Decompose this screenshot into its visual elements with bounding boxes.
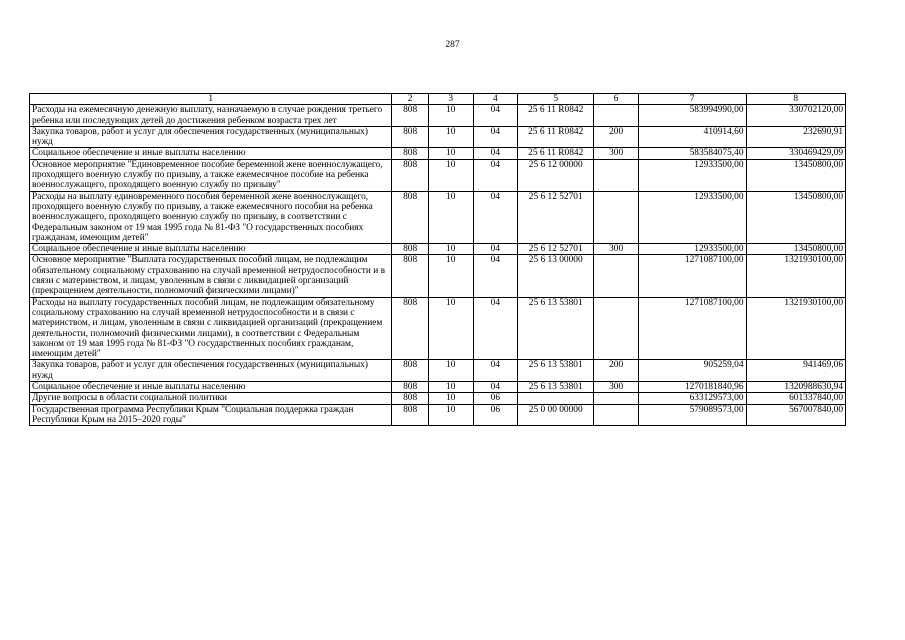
subsection-code-cell: 06 [473, 393, 518, 404]
section-code-cell: 10 [428, 105, 473, 127]
expense-type-cell [594, 191, 639, 243]
amount-year-2-cell: 1321930100,00 [746, 255, 845, 297]
amount-year-2-cell: 13450800,00 [746, 159, 845, 191]
ministry-code-cell: 808 [392, 148, 429, 159]
row-name-cell: Социальное обеспечение и иные выплаты населению [30, 148, 392, 159]
ministry-code-cell: 808 [392, 404, 429, 426]
subsection-code-cell: 04 [473, 126, 518, 148]
section-code-cell: 10 [428, 393, 473, 404]
table-row [30, 382, 846, 393]
expense-type-cell [594, 159, 639, 191]
subsection-code-cell: 04 [473, 297, 518, 360]
amount-year-2-cell: 601337840,00 [746, 393, 845, 404]
target-article-cell: 25 6 11 R0842 [518, 105, 594, 127]
table-row [30, 255, 846, 297]
column-header: 1 [30, 94, 392, 105]
target-article-cell: 25 6 13 00000 [518, 255, 594, 297]
amount-year-2-cell: 941469,06 [746, 360, 845, 382]
subsection-code-cell: 04 [473, 105, 518, 127]
table-row [30, 191, 846, 243]
amount-year-2-cell: 330469429,09 [746, 148, 845, 159]
expense-type-cell: 300 [594, 244, 639, 255]
subsection-code-cell: 04 [473, 191, 518, 243]
amount-year-2-cell: 13450800,00 [746, 191, 845, 243]
row-name-cell: Расходы на выплату единовременного пособия беременной жене военнослужащего, проходящего военную службу по призыву, а также ежемесячного пособия на ребенка военнослужащего, проходящего военную службу по призыву, в соответствии с Федеральным законом от 19 мая 1995 года № 81-ФЗ "О государственных пособиях гражданам, имеющим детей" [30, 191, 392, 243]
target-article-cell: 25 6 13 53801 [518, 297, 594, 360]
target-article-cell: 25 6 13 53801 [518, 382, 594, 393]
amount-year-2-cell: 232690,91 [746, 126, 845, 148]
ministry-code-cell: 808 [392, 360, 429, 382]
page-number: 287 [445, 40, 460, 50]
expense-type-cell [594, 255, 639, 297]
subsection-code-cell: 06 [473, 404, 518, 426]
section-code-cell: 10 [428, 126, 473, 148]
amount-year-2-cell: 13450800,00 [746, 244, 845, 255]
row-name-cell: Расходы на ежемесячную денежную выплату, назначаемую в случае рождения третьего ребенка или последующих детей до достижения ребенком возраста трех лет [30, 105, 392, 127]
table-row [30, 297, 846, 360]
table-row [30, 105, 846, 127]
amount-year-1-cell: 12933500,00 [638, 191, 746, 243]
expense-type-cell [594, 105, 639, 127]
ministry-code-cell: 808 [392, 382, 429, 393]
subsection-code-cell: 04 [473, 360, 518, 382]
row-name-cell: Другие вопросы в области социальной политики [30, 393, 392, 404]
section-code-cell: 10 [428, 297, 473, 360]
amount-year-1-cell: 1271087100,00 [638, 255, 746, 297]
section-code-cell: 10 [428, 404, 473, 426]
row-name-cell: Основное мероприятие "Выплата государственных пособий лицам, не подлежащим обязательному социальному страхованию на случай временной нетрудоспособности и в связи с материнством, и лицам, уволенным в связи с ликвидацией организаций (прекращением деятельности, полномочий физическими лицами)" [30, 255, 392, 297]
table-header-row [30, 94, 846, 105]
row-name-cell: Закупка товаров, работ и услуг для обеспечения государственных (муниципальных) нужд [30, 126, 392, 148]
row-name-cell: Основное мероприятие "Единовременное пособие беременной жене военнослужащего, проходящего военную службу по призыву, а также ежемесячное пособие на ребенка военнослужащего, проходящего военную службу по призыву" [30, 159, 392, 191]
table-row [30, 126, 846, 148]
amount-year-1-cell: 583584075,40 [638, 148, 746, 159]
target-article-cell: 25 6 12 00000 [518, 159, 594, 191]
expense-type-cell: 300 [594, 148, 639, 159]
row-name-cell: Государственная программа Республики Крым "Социальная поддержка граждан Республики Крым на 2015–2020 годы" [30, 404, 392, 426]
amount-year-2-cell: 330702120,00 [746, 105, 845, 127]
section-code-cell: 10 [428, 255, 473, 297]
ministry-code-cell: 808 [392, 244, 429, 255]
expense-type-cell [594, 404, 639, 426]
column-header: 4 [473, 94, 518, 105]
ministry-code-cell: 808 [392, 159, 429, 191]
table-body [30, 105, 846, 426]
table-row [30, 244, 846, 255]
table-row [30, 159, 846, 191]
target-article-cell: 25 6 13 53801 [518, 360, 594, 382]
ministry-code-cell: 808 [392, 126, 429, 148]
subsection-code-cell: 04 [473, 159, 518, 191]
amount-year-1-cell: 633129573,00 [638, 393, 746, 404]
table-row [30, 148, 846, 159]
target-article-cell: 25 6 12 52701 [518, 191, 594, 243]
target-article-cell: 25 6 11 R0842 [518, 126, 594, 148]
subsection-code-cell: 04 [473, 148, 518, 159]
section-code-cell: 10 [428, 360, 473, 382]
section-code-cell: 10 [428, 159, 473, 191]
amount-year-1-cell: 410914,60 [638, 126, 746, 148]
subsection-code-cell: 04 [473, 255, 518, 297]
subsection-code-cell: 04 [473, 244, 518, 255]
column-header: 3 [428, 94, 473, 105]
row-name-cell: Социальное обеспечение и иные выплаты населению [30, 382, 392, 393]
table-row [30, 404, 846, 426]
section-code-cell: 10 [428, 382, 473, 393]
table-row [30, 393, 846, 404]
ministry-code-cell: 808 [392, 297, 429, 360]
section-code-cell: 10 [428, 191, 473, 243]
amount-year-1-cell: 905259,04 [638, 360, 746, 382]
column-header: 5 [518, 94, 594, 105]
column-header: 6 [594, 94, 639, 105]
column-header: 8 [746, 94, 845, 105]
amount-year-2-cell: 1321930100,00 [746, 297, 845, 360]
expense-type-cell: 200 [594, 126, 639, 148]
amount-year-2-cell: 567007840,00 [746, 404, 845, 426]
target-article-cell: 25 6 12 52701 [518, 244, 594, 255]
amount-year-1-cell: 583994990,00 [638, 105, 746, 127]
subsection-code-cell: 04 [473, 382, 518, 393]
budget-table [29, 93, 846, 426]
amount-year-1-cell: 12933500,00 [638, 159, 746, 191]
row-name-cell: Социальное обеспечение и иные выплаты населению [30, 244, 392, 255]
target-article-cell: 25 6 11 R0842 [518, 148, 594, 159]
amount-year-1-cell: 579089573,00 [638, 404, 746, 426]
expense-type-cell: 300 [594, 382, 639, 393]
expense-type-cell [594, 393, 639, 404]
ministry-code-cell: 808 [392, 255, 429, 297]
amount-year-1-cell: 1270181840,96 [638, 382, 746, 393]
section-code-cell: 10 [428, 244, 473, 255]
row-name-cell: Закупка товаров, работ и услуг для обеспечения государственных (муниципальных) нужд [30, 360, 392, 382]
column-header: 7 [638, 94, 746, 105]
amount-year-1-cell: 12933500,00 [638, 244, 746, 255]
amount-year-2-cell: 1320988630,94 [746, 382, 845, 393]
row-name-cell: Расходы на выплату государственных пособий лицам, не подлежащим обязательному социальному страхованию на случай временной нетрудоспособности и в связи с материнством, и лицам, уволенным в связи с ликвидацией организаций (прекращением деятельности, полномочий физическими лицами), в соответствии с Федеральным законом от 19 мая 1995 года № 81-ФЗ "О государственных пособиях гражданам, имеющим детей" [30, 297, 392, 360]
column-header: 2 [392, 94, 429, 105]
table-row [30, 360, 846, 382]
amount-year-1-cell: 1271087100,00 [638, 297, 746, 360]
expense-type-cell: 200 [594, 360, 639, 382]
expense-type-cell [594, 297, 639, 360]
section-code-cell: 10 [428, 148, 473, 159]
ministry-code-cell: 808 [392, 105, 429, 127]
target-article-cell [518, 393, 594, 404]
target-article-cell: 25 0 00 00000 [518, 404, 594, 426]
ministry-code-cell: 808 [392, 393, 429, 404]
ministry-code-cell: 808 [392, 191, 429, 243]
